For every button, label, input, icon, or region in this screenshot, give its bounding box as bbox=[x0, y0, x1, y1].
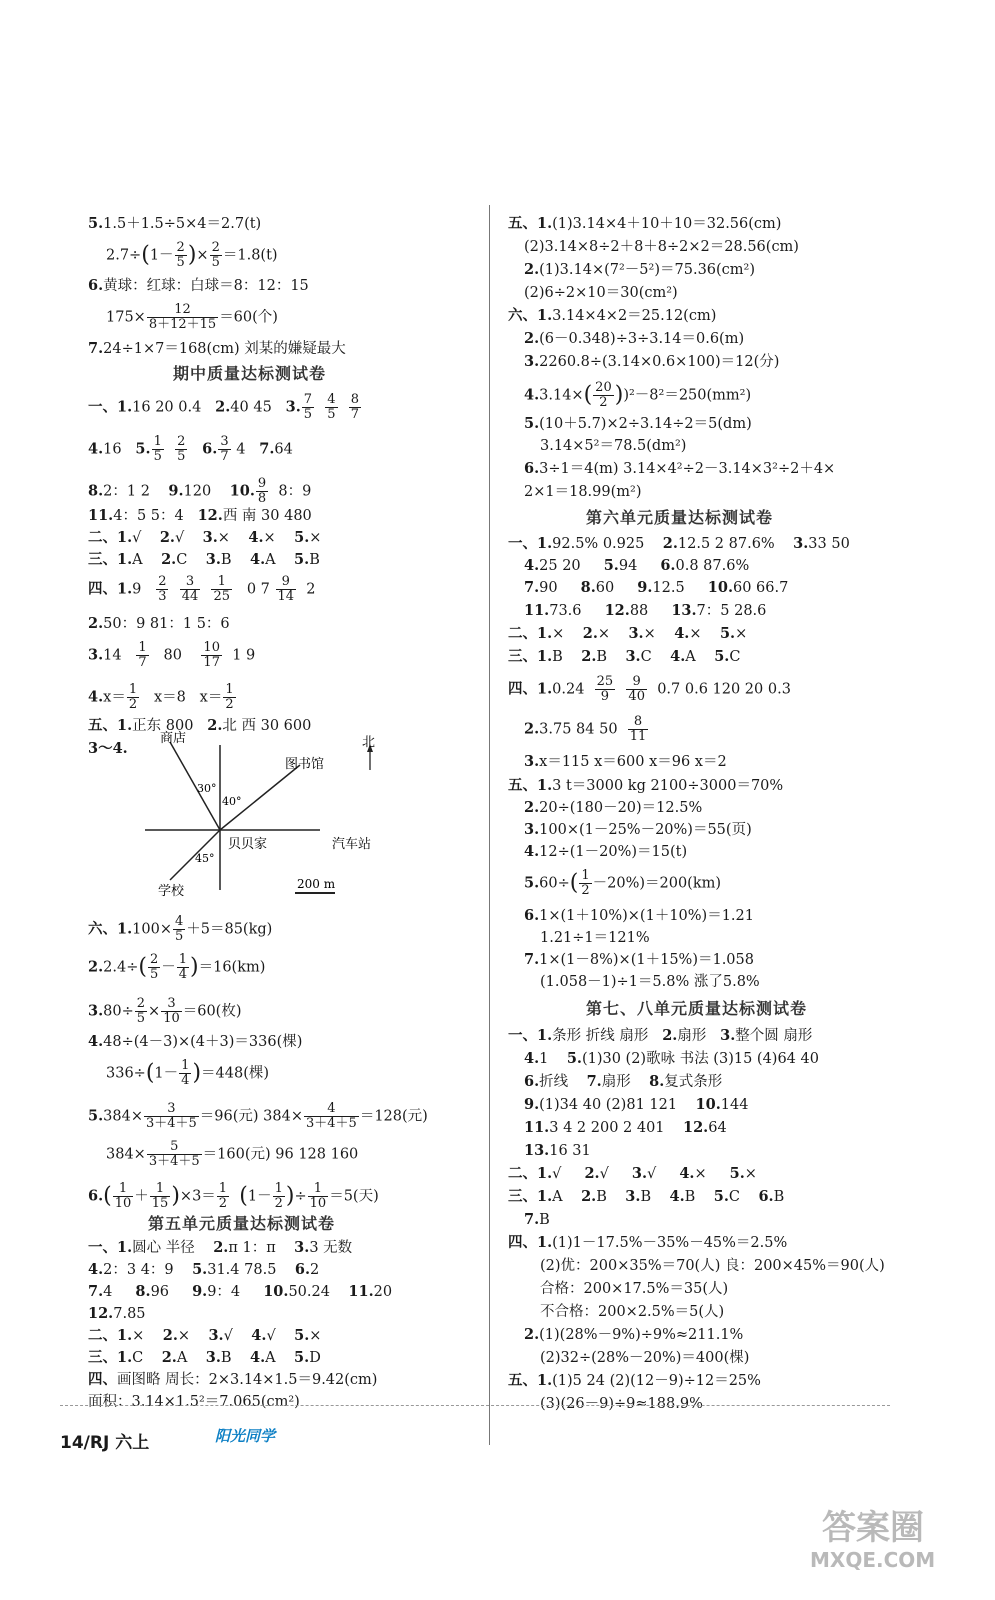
answer-line: 三、1.B 2.B 3.C 4.A 5.C bbox=[508, 648, 741, 665]
answer-line: 四、1.0.24 $\frac{25}{9}$ $\frac{9}{40}$ 0.7 0.6 120 20 0.3 bbox=[508, 674, 791, 704]
answer-line: 四、1.(1)1－17.5%－35%－45%＝2.5% bbox=[508, 1234, 788, 1251]
answer-line: (2)6÷2×10＝30(cm²) bbox=[524, 285, 678, 301]
section-heading: 第五单元质量达标测试卷 bbox=[148, 1214, 336, 1233]
answer-line: 2×1＝18.99(m²) bbox=[524, 484, 642, 500]
answer-line: 2.(6－0.348)÷3÷3.14＝0.6(m) bbox=[524, 330, 745, 347]
answer-line: 3.14 $\frac{1}{7}$ 80 $\frac{10}{17}$ 1 9 bbox=[88, 640, 256, 670]
station-label: 汽车站 bbox=[332, 837, 372, 852]
answer-line: 4.3.14×( $\frac{20}{2}$ ))²－8²＝250(mm²) bbox=[524, 380, 752, 410]
answer-line: 四、画图略 周长：2×3.14×1.5＝9.42(cm) bbox=[88, 1371, 378, 1388]
answer-line: 3.2260.8÷(3.14×0.6×100)＝12(分) bbox=[524, 353, 780, 370]
answer-line: 7.90 8.60 9.12.5 10.60 66.7 bbox=[524, 579, 789, 596]
section-heading: 第六单元质量达标测试卷 bbox=[586, 508, 774, 527]
answer-line: 336÷(1－ $\frac{1}{4}$ )＝448(棵) bbox=[106, 1058, 270, 1088]
answer-line: 三、1.A 2.C 3.B 4.A 5.B bbox=[88, 551, 320, 568]
answer-line: 合格：200×17.5%＝35(人) bbox=[540, 1281, 729, 1297]
diagram-title: 3～4. bbox=[88, 740, 128, 757]
north-label: 北 bbox=[362, 735, 376, 750]
answer-line: 7.24÷1×7＝168(cm) 刘某的嫌疑最大 bbox=[88, 340, 346, 357]
answer-line: 4.1 5.(1)30 (2)歌咏 书法 (3)15 (4)64 40 bbox=[524, 1050, 819, 1067]
brand-logo: 阳光同学 bbox=[215, 1427, 276, 1445]
answer-line: 1.21÷1＝121% bbox=[540, 930, 650, 946]
answer-line: 2.50：9 81：1 5：6 bbox=[88, 615, 230, 632]
shop-label: 商店 bbox=[160, 731, 187, 746]
footer-rule bbox=[60, 1405, 890, 1407]
answer-line: 11.3 4 2 200 2 401 12.64 bbox=[524, 1119, 727, 1136]
answer-line: 4.12÷(1－20%)＝15(t) bbox=[524, 843, 688, 860]
watermark-logo: 答案圈 bbox=[822, 1508, 924, 1548]
school-label: 学校 bbox=[158, 884, 185, 899]
answer-line: 2.3.75 84 50 $\frac{8}{11}$ bbox=[524, 714, 647, 744]
answer-line: 3.80÷ $\frac{2}{5}$ × $\frac{3}{10}$ ＝60(枚) bbox=[88, 996, 242, 1026]
answer-line: 二、1.× 2.× 3.× 4.× 5.× bbox=[508, 625, 748, 642]
answer-line: 一、1.条形 折线 扇形 2.扇形 3.整个圆 扇形 bbox=[508, 1027, 813, 1044]
column-divider bbox=[489, 205, 490, 1445]
answer-line: 3.x＝115 x＝600 x＝96 x＝2 bbox=[524, 753, 727, 770]
answer-line: 二、1.√ 2.√ 3.√ 4.× 5.× bbox=[508, 1165, 757, 1182]
answer-line: 3.100×(1－25%－20%)＝55(页) bbox=[524, 821, 752, 838]
scale-label: 200 m bbox=[297, 877, 336, 891]
answer-line: 9.(1)34 40 (2)81 121 10.144 bbox=[524, 1096, 749, 1113]
answer-line: 五、1.正东 800 2.北 西 30 600 bbox=[88, 717, 312, 734]
answer-line: 4.48÷(4－3)×(4＋3)＝336(棵) bbox=[88, 1033, 303, 1050]
answer-line: 2.20÷(180－20)＝12.5% bbox=[524, 799, 703, 816]
answer-line: (1.058－1)÷1＝5.8% 涨了5.8% bbox=[540, 974, 760, 990]
answer-line: 5.384× $\frac{3}{3+4+5}$ ＝96(元) 384× $\frac{4}{3+4+5}$ ＝128(元) bbox=[88, 1101, 428, 1131]
answer-line: 面积：3.14×1.5²＝7.065(cm²) bbox=[88, 1394, 300, 1410]
answer-line: 13.16 31 bbox=[524, 1142, 591, 1159]
answer-line: 二、1.√ 2.√ 3.× 4.× 5.× bbox=[88, 529, 322, 546]
answer-line: 6.黄球：红球：白球＝8：12：15 bbox=[88, 277, 309, 294]
answer-line: 一、1.16 20 0.4 2.40 45 3. $\frac{7}{5}$ $\frac{4}{5}$ $\frac{8}{7}$ bbox=[88, 392, 360, 422]
answer-line: 五、1.3 t＝3000 kg 2100÷3000＝70% bbox=[508, 777, 784, 794]
answer-line: 6.3÷1＝4(m) 3.14×4²÷2－3.14×3²÷2＋4× bbox=[524, 460, 836, 477]
direction-diagram bbox=[140, 730, 410, 905]
answer-line: 5.(10＋5.7)×2÷3.14÷2＝5(dm) bbox=[524, 415, 752, 432]
answer-line: 8.2：1 2 9.120 10. $\frac{9}{8}$ 8：9 bbox=[88, 476, 312, 506]
answer-line: (3)(26－9)÷9≈188.9% bbox=[540, 1396, 703, 1412]
answer-line: 2.(1)(28%－9%)÷9%≈211.1% bbox=[524, 1326, 744, 1343]
answer-line: 三、1.C 2.A 3.B 4.A 5.D bbox=[88, 1349, 321, 1366]
answer-line: 2.(1)3.14×(7²－5²)＝75.36(cm²) bbox=[524, 261, 756, 278]
home-label: 贝贝家 bbox=[228, 837, 268, 852]
answer-line: (2)32÷(28%－20%)＝400(棵) bbox=[540, 1350, 750, 1366]
answer-line: 5.60÷( $\frac{1}{2}$ －20%)＝200(km) bbox=[524, 868, 722, 898]
answer-line: (2)优：200×35%＝70(人) 良：200×45%＝90(人) bbox=[540, 1258, 885, 1274]
answer-line: 四、1.9 $\frac{2}{3}$ $\frac{3}{44}$ $\frac{1}{25}$ 0 7 $\frac{9}{14}$ 2 bbox=[88, 574, 316, 604]
answer-line: 3.14×5²＝78.5(dm²) bbox=[540, 438, 687, 454]
section-heading: 期中质量达标测试卷 bbox=[173, 364, 327, 383]
answer-line: 六、1.3.14×4×2＝25.12(cm) bbox=[508, 307, 717, 324]
answer-line: 11.73.6 12.88 13.7：5 28.6 bbox=[524, 602, 767, 619]
answer-line: 6.1×(1＋10%)×(1＋10%)＝1.21 bbox=[524, 907, 754, 924]
answer-line: 384× $\frac{5}{3+4+5}$ ＝160(元) 96 128 160 bbox=[106, 1139, 359, 1169]
answer-line: 175× $\frac{12}{8+12+15}$ ＝60(个) bbox=[106, 302, 278, 332]
answer-line: 7.1×(1－8%)×(1＋15%)＝1.058 bbox=[524, 951, 754, 968]
angle-40-label: 40° bbox=[222, 795, 242, 808]
angle-30-label: 30° bbox=[197, 782, 217, 795]
answer-line: 4.25 20 5.94 6.0.8 87.6% bbox=[524, 557, 750, 574]
page-number: 14/RJ 六上 bbox=[60, 1433, 150, 1453]
angle-45-label: 45° bbox=[195, 852, 215, 865]
answer-line: 7.B bbox=[524, 1211, 550, 1228]
answer-line: 7.4 8.96 9.9：4 10.50.24 11.20 bbox=[88, 1283, 393, 1300]
answer-line: 5.1.5＋1.5÷5×4＝2.7(t) bbox=[88, 215, 262, 232]
watermark-url: MXQE.COM bbox=[810, 1548, 936, 1572]
answer-line: 一、1.92.5% 0.925 2.12.5 2 87.6% 3.33 50 bbox=[508, 535, 850, 552]
answer-line: 五、1.(1)3.14×4＋10＋10＝32.56(cm) bbox=[508, 215, 782, 232]
answer-line: 2.7÷(1－ $\frac{2}{5}$ )× $\frac{2}{5}$ ＝1.8(t) bbox=[106, 240, 278, 270]
library-label: 图书馆 bbox=[285, 757, 325, 772]
answer-line: 4.16 5. $\frac{1}{5}$ $\frac{2}{5}$ 6. $\frac{3}{7}$ 4 7.64 bbox=[88, 434, 293, 464]
answer-line: 2.2.4÷( $\frac{2}{5}$ － $\frac{1}{4}$ )＝16(km) bbox=[88, 952, 266, 982]
answer-line: 4.x＝ $\frac{1}{2}$ x＝8 x＝ $\frac{1}{2}$ bbox=[88, 682, 234, 712]
answer-line: 12.7.85 bbox=[88, 1305, 146, 1322]
section-heading: 第七、八单元质量达标测试卷 bbox=[586, 999, 808, 1018]
answer-line: 三、1.A 2.B 3.B 4.B 5.C 6.B bbox=[508, 1188, 785, 1205]
answer-line: 11.4：5 5：4 12.西 南 30 480 bbox=[88, 507, 312, 524]
answer-line: 4.2：3 4：9 5.31.4 78.5 6.2 bbox=[88, 1261, 320, 1278]
answer-line: 二、1.× 2.× 3.√ 4.√ 5.× bbox=[88, 1327, 322, 1344]
answer-line: 6.折线 7.扇形 8.复式条形 bbox=[524, 1073, 723, 1090]
answer-line: 五、1.(1)5 24 (2)(12－9)÷12＝25% bbox=[508, 1372, 761, 1389]
answer-line: 六、1.100× $\frac{4}{5}$ ＋5＝85(kg) bbox=[88, 914, 273, 944]
answer-line: 6.( $\frac{1}{10}$ ＋ $\frac{1}{15}$ )×3＝ $\frac{1}{2}$ (1－ $\frac{1}{2}$ )÷ $\frac{1}{10}$ ＝5(天) bbox=[88, 1181, 379, 1211]
answer-line: (2)3.14×8÷2＋8＋8÷2×2＝28.56(cm) bbox=[524, 239, 799, 255]
answer-line: 一、1.圆心 半径 2.π 1：π 3.3 无数 bbox=[88, 1239, 353, 1256]
answer-line: 不合格：200×2.5%＝5(人) bbox=[540, 1304, 725, 1320]
